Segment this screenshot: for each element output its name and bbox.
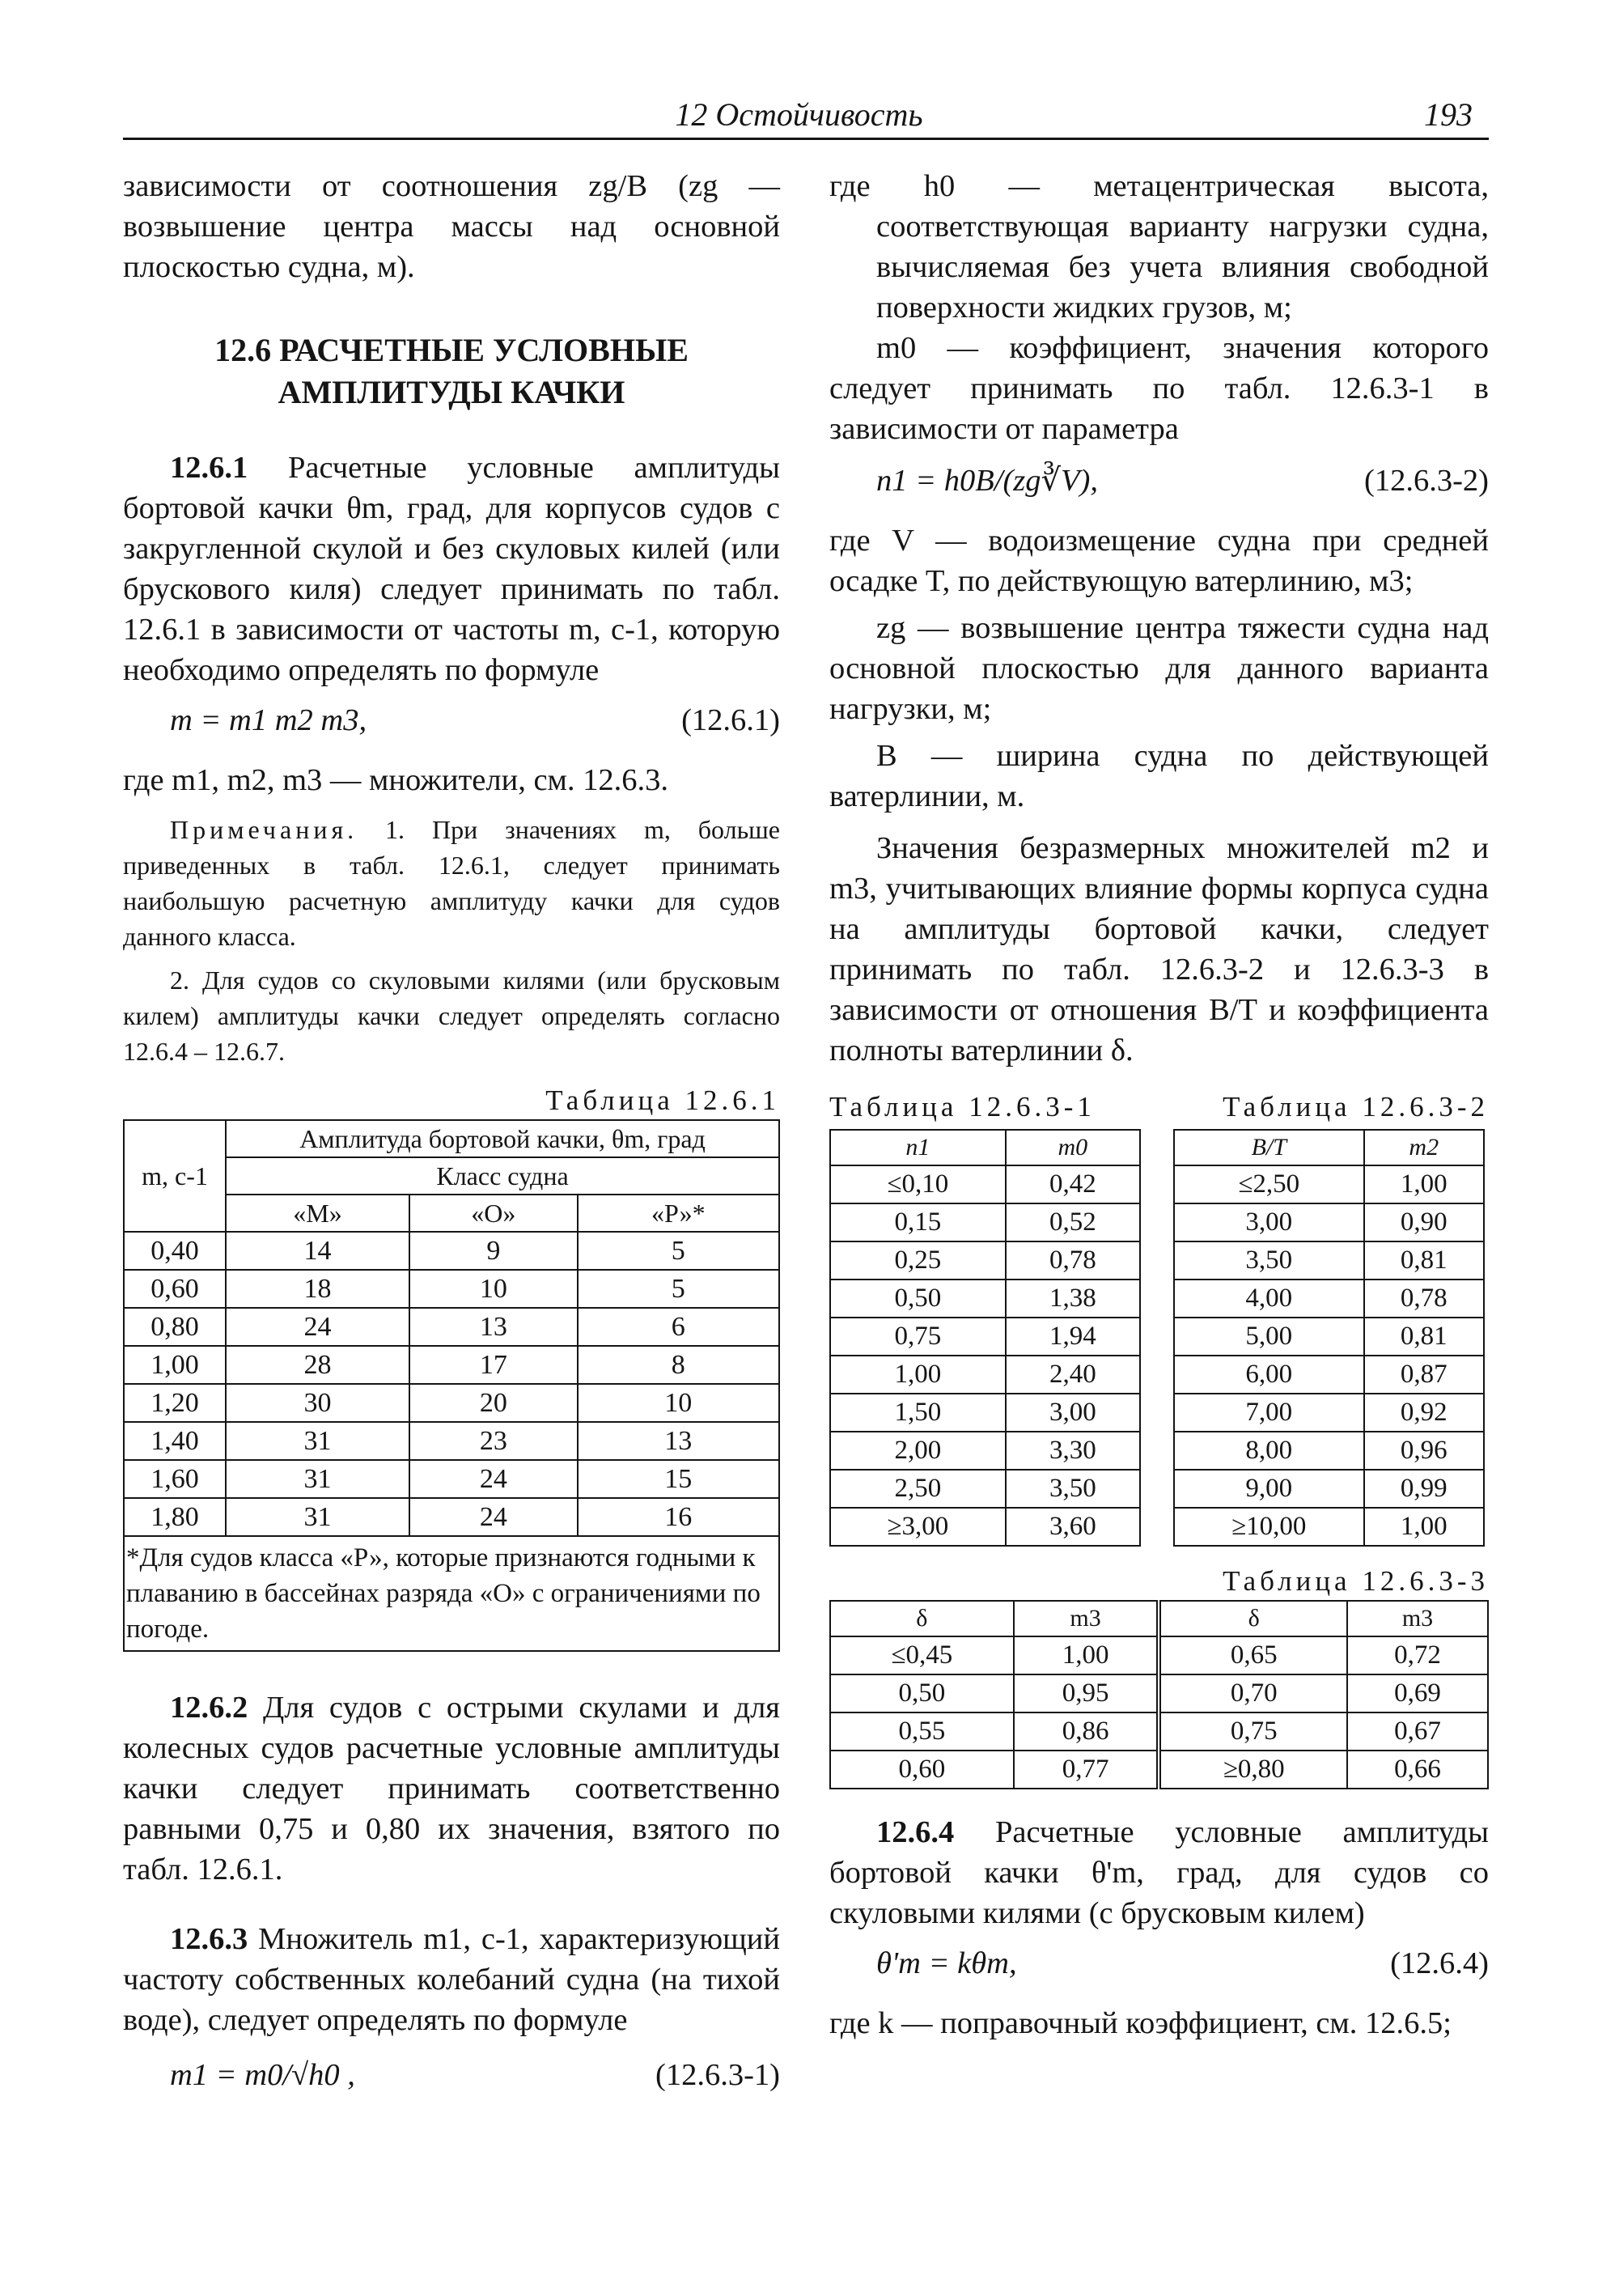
table-row — [830, 1636, 1488, 1674]
cell: 0,86 — [1014, 1712, 1159, 1751]
cell: ≥0,80 — [1159, 1751, 1347, 1789]
table-row — [830, 1241, 1140, 1280]
cell: 1,94 — [1006, 1318, 1140, 1356]
col-header-m: m, с-1 — [124, 1120, 226, 1232]
table-row — [1174, 1470, 1484, 1508]
cell: 6,00 — [1174, 1356, 1364, 1394]
cell: 28 — [226, 1346, 409, 1384]
cell: 3,00 — [1174, 1203, 1364, 1241]
table-12-6-3-2 — [1173, 1129, 1485, 1547]
cell: 17 — [409, 1346, 578, 1384]
cell: 8,00 — [1174, 1432, 1364, 1470]
cell: 13 — [409, 1308, 578, 1346]
table-12-6-1-label: Таблица 12.6.1 — [545, 1084, 780, 1116]
cell: 5,00 — [1174, 1318, 1364, 1356]
table-row — [830, 1280, 1140, 1318]
note-2: 2. Для судов со скуловыми килями (или брусковым килем) амплитуды качки следует определять согласно 12.6.4 – 12.6.7. — [123, 966, 780, 1066]
cell: 0,75 — [830, 1318, 1006, 1356]
tables-row — [829, 1089, 1489, 1547]
formula-expression: m = m1 m2 m3, — [170, 703, 367, 737]
cell: 3,00 — [1006, 1394, 1140, 1432]
cell: 0,92 — [1364, 1394, 1484, 1432]
left-column — [123, 166, 780, 2115]
cell: 1,20 — [124, 1384, 226, 1422]
table-row — [1174, 1318, 1484, 1356]
cell: 0,78 — [1364, 1280, 1484, 1318]
running-header-title: 12 Остойчивость — [675, 96, 923, 133]
cell: 0,75 — [1159, 1712, 1347, 1751]
cell: 8 — [578, 1346, 779, 1384]
cell: 13 — [578, 1422, 779, 1460]
table-row — [830, 1203, 1140, 1241]
cell: ≤0,10 — [830, 1165, 1006, 1203]
table-12-6-1-body — [124, 1232, 779, 1651]
table-12-6-3-2-label: Таблица 12.6.3-2 — [1223, 1091, 1489, 1123]
paragraph-12-6-1 — [123, 448, 780, 690]
cell: 10 — [409, 1270, 578, 1308]
where-multipliers: где m1, m2, m3 — множители, см. 12.6.3. — [123, 763, 669, 797]
cell: 14 — [226, 1232, 409, 1270]
table-row — [830, 1318, 1140, 1356]
table-row — [1174, 1280, 1484, 1318]
formula-number: (12.6.1) — [681, 703, 780, 737]
table-row — [830, 1432, 1140, 1470]
formula-expression: m1 = m0/√h0 , — [170, 2058, 355, 2092]
cell: 0,99 — [1364, 1470, 1484, 1508]
table-row — [830, 1674, 1488, 1712]
cell: 0,65 — [1159, 1636, 1347, 1674]
table-12-6-3-3 — [829, 1600, 1489, 1789]
formula-12-6-3-2 — [829, 460, 1489, 511]
cell: 1,38 — [1006, 1280, 1140, 1318]
cell: 0,50 — [830, 1674, 1014, 1712]
cell: 0,67 — [1347, 1712, 1488, 1751]
cell: 0,52 — [1006, 1203, 1140, 1241]
where-k: где k — поправочный коэффициент, см. 12.6.5; — [829, 2006, 1452, 2040]
page-number: 193 — [1424, 96, 1473, 133]
cell: 2,40 — [1006, 1356, 1140, 1394]
header-amplitude: Амплитуда бортовой качки, θm, град — [226, 1120, 779, 1157]
table-row — [1174, 1394, 1484, 1432]
cell: 0,72 — [1347, 1636, 1488, 1674]
table-row — [1174, 1508, 1484, 1546]
header-vessel-class: Класс судна — [226, 1157, 779, 1195]
formula-expression: n1 = h0B/(zg∛V), — [876, 464, 1098, 498]
cell: 31 — [226, 1422, 409, 1460]
formula-12-6-1 — [123, 700, 780, 750]
cell: 0,77 — [1014, 1751, 1159, 1789]
cell: 0,69 — [1347, 1674, 1488, 1712]
formula-12-6-4 — [829, 1943, 1489, 1993]
clause-text: Для судов с острыми скулами и для колесных судов расчетные условные амплитуды качки следует принимать соответственно равными 0,75 и 0,80 их значения, взятого по табл. 12.6.1. — [123, 1691, 780, 1886]
where-h0: где h0 — метацентрическая высота, соответствующая варианту нагрузки судна, вычисляемая без учета влияния свободной поверхности жидких грузов, м; — [829, 169, 1489, 325]
section-title: 12.6 РАСЧЕТНЫЕ УСЛОВНЫЕ АМПЛИТУДЫ КАЧКИ — [214, 332, 689, 410]
cell: 1,00 — [1364, 1508, 1484, 1546]
table-row — [830, 1751, 1488, 1789]
v-definition: где V — водоизмещение судна при средней осадке T, по действующую ватерлинию, м3; — [829, 524, 1489, 598]
cell: 1,40 — [124, 1422, 226, 1460]
m0-definition: m0 — коэффициент, значения которого следует принимать по табл. 12.6.3-1 в зависимости от параметра — [829, 331, 1489, 446]
paragraph-12-6-2 — [123, 1687, 780, 1890]
table-12-6-3-2-block — [1173, 1089, 1489, 1547]
cell: 2,00 — [830, 1432, 1006, 1470]
header-class-r: «Р»* — [578, 1195, 779, 1232]
cell: 3,30 — [1006, 1432, 1140, 1470]
table-row — [124, 1384, 779, 1422]
table-12-6-3-3-label: Таблица 12.6.3-3 — [1223, 1565, 1489, 1597]
cell: 1,60 — [124, 1460, 226, 1498]
cell: 1,00 — [124, 1346, 226, 1384]
cell: 1,00 — [1364, 1165, 1484, 1203]
cell: 4,00 — [1174, 1280, 1364, 1318]
header-class-m: «М» — [226, 1195, 409, 1232]
clause-text: Множитель m1, с-1, характеризующий частоту собственных колебаний судна (на тихой воде), следует определять по формуле — [123, 1922, 780, 2037]
header-n1: n1 — [830, 1130, 1006, 1165]
cell: 31 — [226, 1498, 409, 1536]
cell: 0,40 — [124, 1232, 226, 1270]
note-1 — [123, 812, 780, 954]
cell: 0,96 — [1364, 1432, 1484, 1470]
cell: 18 — [226, 1270, 409, 1308]
cell: 0,90 — [1364, 1203, 1484, 1241]
cell: 0,80 — [124, 1308, 226, 1346]
table-row — [1174, 1165, 1484, 1203]
table-12-6-3-1-block — [829, 1089, 1145, 1547]
cell: 0,50 — [830, 1280, 1006, 1318]
header-m0: m0 — [1006, 1130, 1140, 1165]
table-12-6-1 — [123, 1119, 780, 1652]
cell: ≤2,50 — [1174, 1165, 1364, 1203]
table-row — [1174, 1241, 1484, 1280]
table-row — [124, 1460, 779, 1498]
clause-text: Расчетные условные амплитуды бортовой качки θm, град, для корпусов судов с закругленной скулой и без скуловых килей (или брускового киля) следует принимать по табл. 12.6.1 в зависимости от частоты m, с-1, которую необходимо определять по формуле — [123, 451, 780, 687]
table-row — [1174, 1356, 1484, 1394]
table-row — [124, 1232, 779, 1270]
cell: 24 — [226, 1308, 409, 1346]
cell: 2,50 — [830, 1470, 1006, 1508]
table-12-6-3-1 — [829, 1129, 1141, 1547]
table-row — [1174, 1432, 1484, 1470]
clause-number: 12.6.4 — [876, 1815, 955, 1849]
table-row — [830, 1165, 1140, 1203]
cell: 24 — [409, 1498, 578, 1536]
cell: 23 — [409, 1422, 578, 1460]
cell: 7,00 — [1174, 1394, 1364, 1432]
clause-number: 12.6.3 — [170, 1922, 248, 1956]
table-row — [124, 1308, 779, 1346]
cell: 10 — [578, 1384, 779, 1422]
intro-paragraph: зависимости от соотношения zg/B (zg — возвышение центра массы над основной плоскостью судна, м). — [123, 169, 780, 284]
cell: ≥3,00 — [830, 1508, 1006, 1546]
cell: 15 — [578, 1460, 779, 1498]
cell: 1,00 — [830, 1356, 1006, 1394]
cell: 24 — [409, 1460, 578, 1498]
formula-number: (12.6.3-1) — [655, 2058, 780, 2092]
cell: 6 — [578, 1308, 779, 1346]
cell: 20 — [409, 1384, 578, 1422]
cell: 31 — [226, 1460, 409, 1498]
cell: ≥10,00 — [1174, 1508, 1364, 1546]
cell: 0,95 — [1014, 1674, 1159, 1712]
cell: 9 — [409, 1232, 578, 1270]
zg-definition: zg — возвышение центра тяжести судна над основной плоскостью для данного варианта нагрузки, м; — [829, 611, 1489, 726]
cell: 3,50 — [1006, 1470, 1140, 1508]
note-1-text: 1. При значениях m, больше приведенных в табл. 12.6.1, следует принимать наибольшую расчетную амплитуду качки для судов данного класса. — [123, 815, 780, 951]
table-row — [830, 1712, 1488, 1751]
cell: 0,15 — [830, 1203, 1006, 1241]
table-row — [124, 1270, 779, 1308]
table-footnote: *Для судов класса «Р», которые признаются годными к плаванию в бассейнах разряда «О» с ограничениями по погоде. — [124, 1536, 779, 1651]
table-row — [830, 1508, 1140, 1546]
formula-number: (12.6.3-2) — [1364, 464, 1489, 498]
cell: 0,78 — [1006, 1241, 1140, 1280]
formula-12-6-3-1 — [123, 2055, 780, 2105]
formula-expression: θ'm = kθm, — [876, 1946, 1017, 1980]
table-row — [1174, 1203, 1484, 1241]
table-row — [124, 1498, 779, 1536]
header-rule — [123, 138, 1489, 140]
note-label: Примечания. — [170, 815, 358, 844]
cell: ≤0,45 — [830, 1636, 1014, 1674]
b-definition: B — ширина судна по действующей ватерлинии, м. — [829, 739, 1489, 813]
cell: 0,70 — [1159, 1674, 1347, 1712]
cell: 0,25 — [830, 1241, 1006, 1280]
cell: 0,66 — [1347, 1751, 1488, 1789]
table-12-6-3-1-label: Таблица 12.6.3-1 — [829, 1091, 1096, 1123]
clause-number: 12.6.2 — [170, 1691, 248, 1725]
cell: 0,60 — [830, 1751, 1014, 1789]
cell: 3,60 — [1006, 1508, 1140, 1546]
header-m2: m2 — [1364, 1130, 1484, 1165]
header-m3: m3 — [1014, 1601, 1159, 1636]
header-delta: δ — [1159, 1601, 1347, 1636]
cell: 1,80 — [124, 1498, 226, 1536]
clause-text: Расчетные условные амплитуды бортовой качки θ'm, град, для судов со скуловыми килями (с брусковым килем) — [829, 1815, 1489, 1930]
clause-number: 12.6.1 — [170, 451, 248, 485]
cell: 5 — [578, 1270, 779, 1308]
table-row — [124, 1422, 779, 1460]
header-class-o: «О» — [409, 1195, 578, 1232]
table-row — [124, 1346, 779, 1384]
cell: 16 — [578, 1498, 779, 1536]
cell: 0,55 — [830, 1712, 1014, 1751]
header-delta: δ — [830, 1601, 1014, 1636]
cell: 0,81 — [1364, 1318, 1484, 1356]
header-b-t: B/T — [1174, 1130, 1364, 1165]
cell: 5 — [578, 1232, 779, 1270]
header-m3: m3 — [1347, 1601, 1488, 1636]
cell: 0,60 — [124, 1270, 226, 1308]
table-row — [830, 1470, 1140, 1508]
values-paragraph: Значения безразмерных множителей m2 и m3, учитывающих влияние формы корпуса судна на амплитуды бортовой качки, следует принимать по табл. 12.6.3-2 и 12.6.3-3 в зависимости от отношения B/T и коэффициента полноты ватерлинии δ. — [829, 831, 1489, 1067]
table-row — [830, 1356, 1140, 1394]
right-column — [829, 166, 1489, 2043]
cell: 9,00 — [1174, 1470, 1364, 1508]
cell: 1,50 — [830, 1394, 1006, 1432]
cell: 0,81 — [1364, 1241, 1484, 1280]
table-row — [830, 1394, 1140, 1432]
cell: 30 — [226, 1384, 409, 1422]
paragraph-12-6-4 — [829, 1812, 1489, 1933]
cell: 1,00 — [1014, 1636, 1159, 1674]
cell: 0,87 — [1364, 1356, 1484, 1394]
cell: 3,50 — [1174, 1241, 1364, 1280]
paragraph-12-6-3 — [123, 1919, 780, 2040]
formula-number: (12.6.4) — [1390, 1946, 1489, 1980]
cell: 0,42 — [1006, 1165, 1140, 1203]
